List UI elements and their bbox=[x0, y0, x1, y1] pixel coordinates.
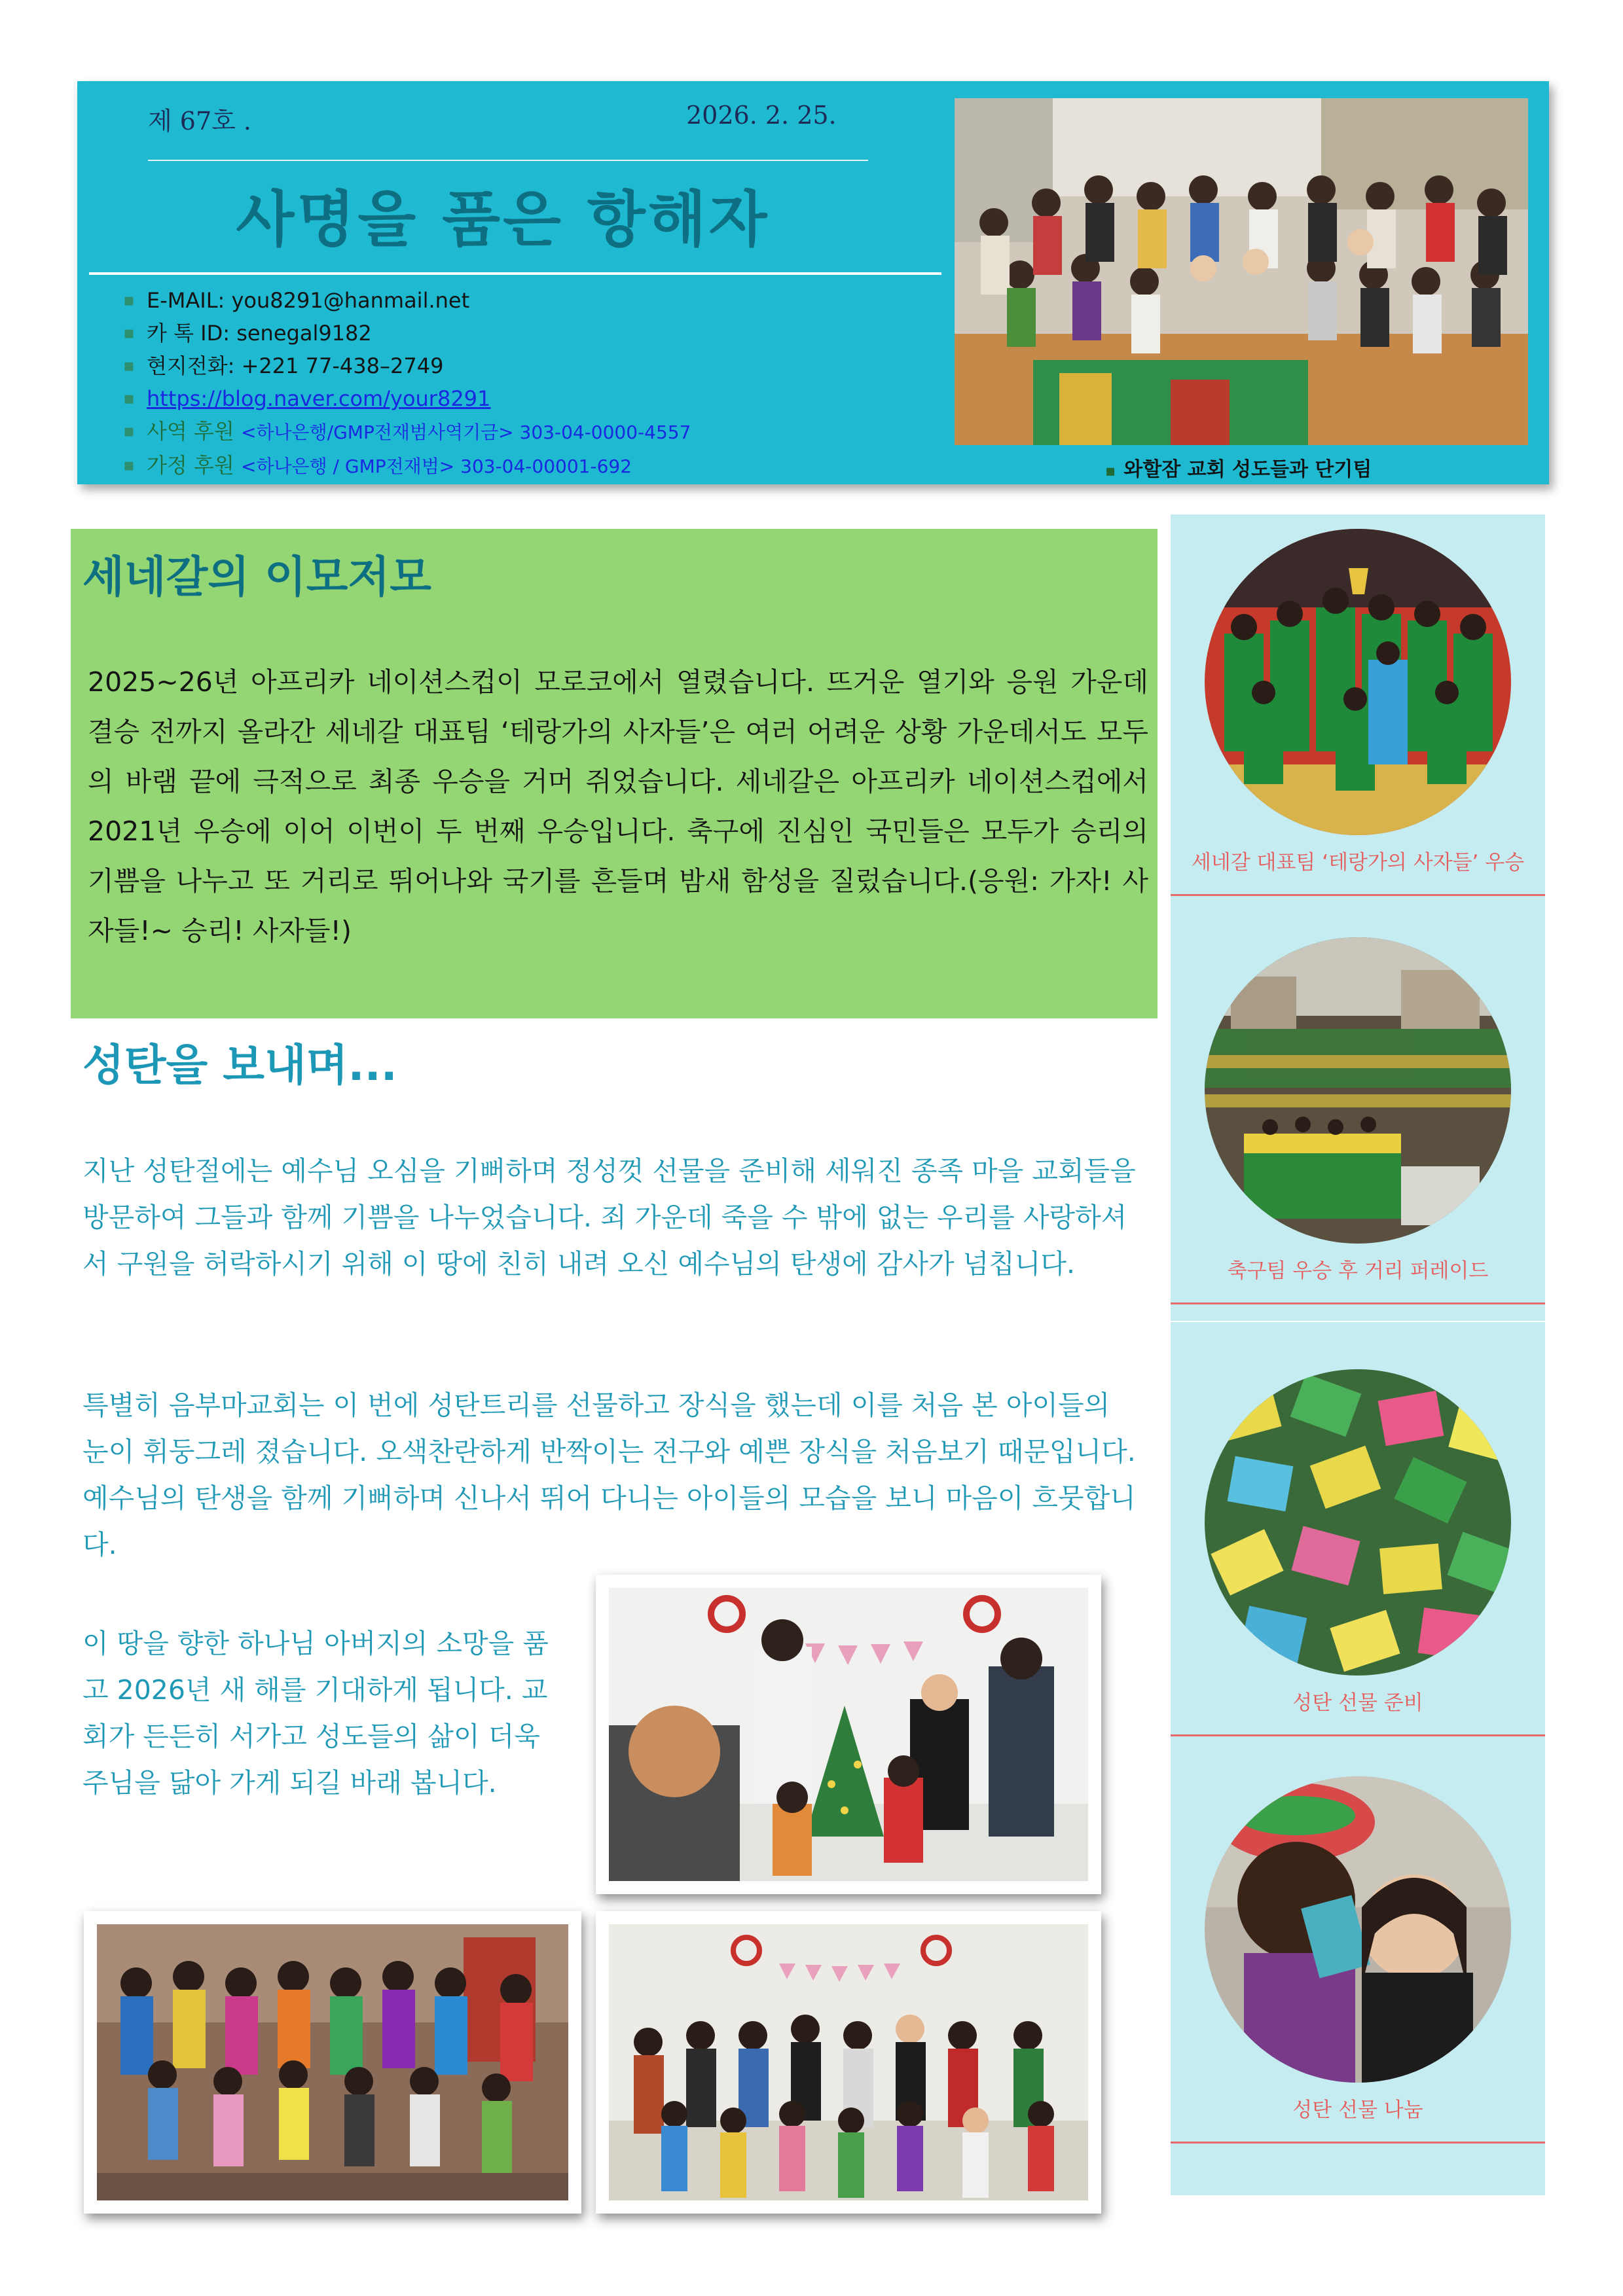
contact-list bbox=[123, 284, 691, 483]
caption-underline bbox=[1171, 1302, 1545, 1304]
family-account-item: ▪ 가정 후원 <하나은행 / GMP전재범> 303-04-00001-692 bbox=[123, 449, 691, 483]
title-divider bbox=[89, 272, 941, 275]
caption-underline bbox=[1171, 894, 1545, 896]
christmas-paragraph: 이 땅을 향한 하나님 아버지의 소망을 품고 2026년 새 해를 기대하게 됩니다. 교회가 든든히 서가고 성도들의 삶이 더욱 주님을 닮아 가게 되길 바래 봅니다. bbox=[82, 1628, 549, 1799]
village-church-group-photo bbox=[84, 1911, 581, 2214]
caption-underline bbox=[1171, 2142, 1545, 2144]
section-title: 세네갈의 이모저모 bbox=[82, 552, 432, 602]
photo-caption: 성탄 선물 준비 bbox=[1292, 1691, 1423, 1715]
photo-caption: 축구팀 우승 후 거리 퍼레이드 bbox=[1227, 1259, 1489, 1283]
children-gift-photo bbox=[596, 1911, 1101, 2214]
bullet-icon: ▪ bbox=[123, 456, 135, 475]
bullet-icon: ▪ bbox=[123, 323, 135, 343]
phone-item: ▪ 현지전화: +221 77-438–2749 bbox=[123, 350, 691, 382]
issue-date: 2026. 2. 25. bbox=[686, 101, 837, 130]
photo-caption: ▪ 와할잠 교회 성도들과 단기팀 bbox=[1105, 458, 1372, 481]
christmas-tree-photo bbox=[596, 1575, 1101, 1894]
bullet-icon: ▪ bbox=[123, 389, 135, 408]
caption-underline bbox=[1171, 1734, 1545, 1736]
kakao-item: ▪ 카 톡 ID: senegal9182 bbox=[123, 317, 691, 350]
bullet-icon: ▪ bbox=[1105, 461, 1116, 480]
section-body: 2025~26년 아프리카 네이션스컵이 모로코에서 열렸습니다. 뜨거운 열기와 응원 가운데 결승 전까지 올라간 세네갈 대표팀 ‘테랑가의 사자들’은 여러 어려운 상황 가운데서도 모두의 바램 끝에 극적으로 최종 우승을 거머 쥐었습니다. 세네갈은 아프리카 네이션스컵에서 2021년 우승에 이어 이번이 두 번째 우승입니다. 축구에 진심인 국민들은 모두가 승리의 기쁨을 나누고 또 거리로 뛰어나와 국기를 흔들며 밤새 함성을 질렀습니다.(응원: 가자! 사자들!~ 승리! 사자들!) bbox=[88, 666, 1148, 946]
team-victory-photo bbox=[1205, 529, 1511, 835]
gift-bags-photo bbox=[1205, 1369, 1511, 1676]
bullet-icon: ▪ bbox=[123, 356, 135, 376]
photo-caption: 세네갈 대표팀 ‘테랑가의 사자들’ 우승 bbox=[1191, 851, 1525, 874]
bullet-icon: ▪ bbox=[123, 422, 135, 441]
header-divider bbox=[148, 160, 868, 161]
newsletter-header bbox=[77, 81, 1549, 484]
christmas-paragraph: 특별히 음부마교회는 이 번에 성탄트리를 선물하고 장식을 했는데 이를 처음 본 아이들의 눈이 휘둥그레 졌습니다. 오색찬란하게 반짝이는 전구와 예쁜 장식을 처음보기 때문입니다. 예수님의 탄생을 함께 기뻐하며 신나서 뛰어 다니는 아이들의 모습을 보니 마음이 흐뭇합니다. bbox=[82, 1390, 1136, 1560]
street-parade-photo bbox=[1205, 937, 1511, 1244]
senegal-news-box bbox=[71, 529, 1158, 1018]
newsletter-title: 사명을 품은 항해자 bbox=[236, 185, 770, 255]
ministry-account-item: ▪ 사역 후원 <하나은행/GMP전재범사역기금> 303-04-0000-4557 bbox=[123, 415, 691, 449]
section-divider bbox=[1171, 1321, 1545, 1322]
church-group-photo bbox=[955, 98, 1528, 445]
email-item: ▪ E-MAIL: you8291@hanmail.net bbox=[123, 284, 691, 317]
issue-number: 제 67호 . bbox=[148, 107, 252, 135]
gift-sharing-photo bbox=[1205, 1776, 1511, 2083]
blog-item bbox=[123, 382, 691, 415]
blog-link[interactable]: https://blog.naver.com/your8291 bbox=[147, 386, 491, 411]
christmas-paragraph: 지난 성탄절에는 예수님 오심을 기뻐하며 정성껏 선물을 준비해 세워진 종족 마을 교회들을 방문하여 그들과 함께 기쁨을 나누었습니다. 죄 가운데 죽을 수 밖에 없는 우리를 사랑하셔서 구원을 허락하시기 위해 이 땅에 친히 내려 오신 예수님의 탄생에 감사가 넘칩니다. bbox=[82, 1155, 1136, 1280]
photo-sidebar bbox=[1171, 514, 1545, 2195]
photo-caption: 성탄 선물 나눔 bbox=[1292, 2098, 1423, 2122]
bullet-icon: ▪ bbox=[123, 291, 135, 310]
christmas-title: 성탄을 보내며... bbox=[82, 1040, 397, 1090]
